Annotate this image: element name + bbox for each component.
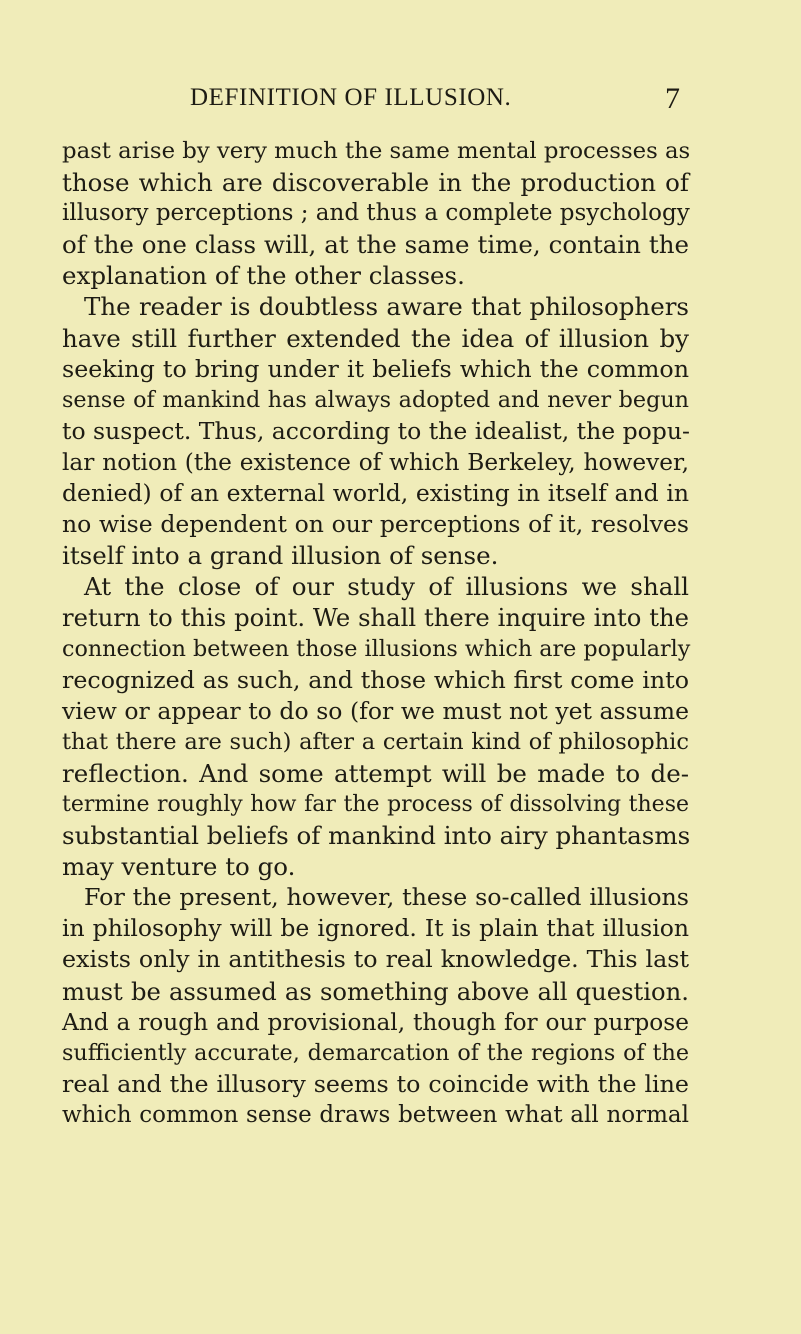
body-text bbox=[62, 136, 689, 1131]
text-line: in philosophy will be ignored. It is plain that illusion bbox=[62, 914, 689, 943]
text-line: sense of mankind has always adopted and never begun bbox=[62, 386, 689, 413]
text-line: sufficiently accurate, demarcation of the regions of the bbox=[62, 1039, 689, 1066]
running-title: DEFINITION OF ILLUSION. bbox=[190, 84, 512, 111]
text-line: exists only in antithesis to real knowledge. This last bbox=[62, 945, 689, 974]
text-line: no wise dependent on our perceptions of it, resolves bbox=[62, 510, 689, 539]
page-number: 7 bbox=[665, 82, 680, 115]
text-line: may venture to go. bbox=[62, 852, 296, 882]
text-line: explanation of the other classes. bbox=[62, 261, 465, 291]
text-line: have still further extended the idea of illusion by bbox=[62, 323, 689, 353]
text-line: which common sense draws between what all normal bbox=[62, 1101, 689, 1128]
text-line: termine roughly how far the process of dissolving these bbox=[62, 791, 689, 817]
text-line: those which are discoverable in the production of bbox=[62, 168, 689, 198]
text-line: illusory perceptions ; and thus a complete psychology bbox=[62, 200, 690, 227]
text-line: At the close of our study of illusions we shall bbox=[84, 572, 689, 602]
text-line: denied) of an external world, existing in itself and in bbox=[62, 479, 689, 508]
text-line: seeking to bring under it beliefs which the common bbox=[62, 354, 689, 383]
text-line: that there are such) after a certain kind of philosophic bbox=[62, 728, 689, 755]
text-line: return to this point. We shall there inquire into the bbox=[62, 603, 689, 633]
text-line: real and the illusory seems to coincide with the line bbox=[62, 1069, 689, 1098]
text-line: reflection. And some attempt will be made to de- bbox=[62, 758, 689, 788]
text-line: of the one class will, at the same time, contain the bbox=[62, 230, 689, 260]
text-line: recognized as such, and those which first come into bbox=[62, 665, 689, 694]
text-line: lar notion (the existence of which Berkeley, however, bbox=[62, 448, 689, 476]
text-line: And a rough and provisional, though for our purpose bbox=[62, 1008, 689, 1036]
text-line: view or appear to do so (for we must not yet assume bbox=[62, 696, 689, 725]
text-line: itself into a grand illusion of sense. bbox=[62, 541, 499, 571]
text-line: For the present, however, these so-called illusions bbox=[84, 883, 689, 912]
text-line: connection between those illusions which are popularly bbox=[62, 635, 691, 662]
text-line: The reader is doubtless aware that philosophers bbox=[84, 292, 689, 322]
running-head bbox=[0, 84, 801, 114]
text-line: must be assumed as something above all question. bbox=[62, 976, 689, 1006]
text-line: to suspect. Thus, according to the idealist, the popu- bbox=[62, 416, 690, 445]
text-line: substantial beliefs of mankind into airy phantasms bbox=[62, 821, 691, 851]
text-line: past arise by very much the same mental processes as bbox=[62, 138, 691, 164]
